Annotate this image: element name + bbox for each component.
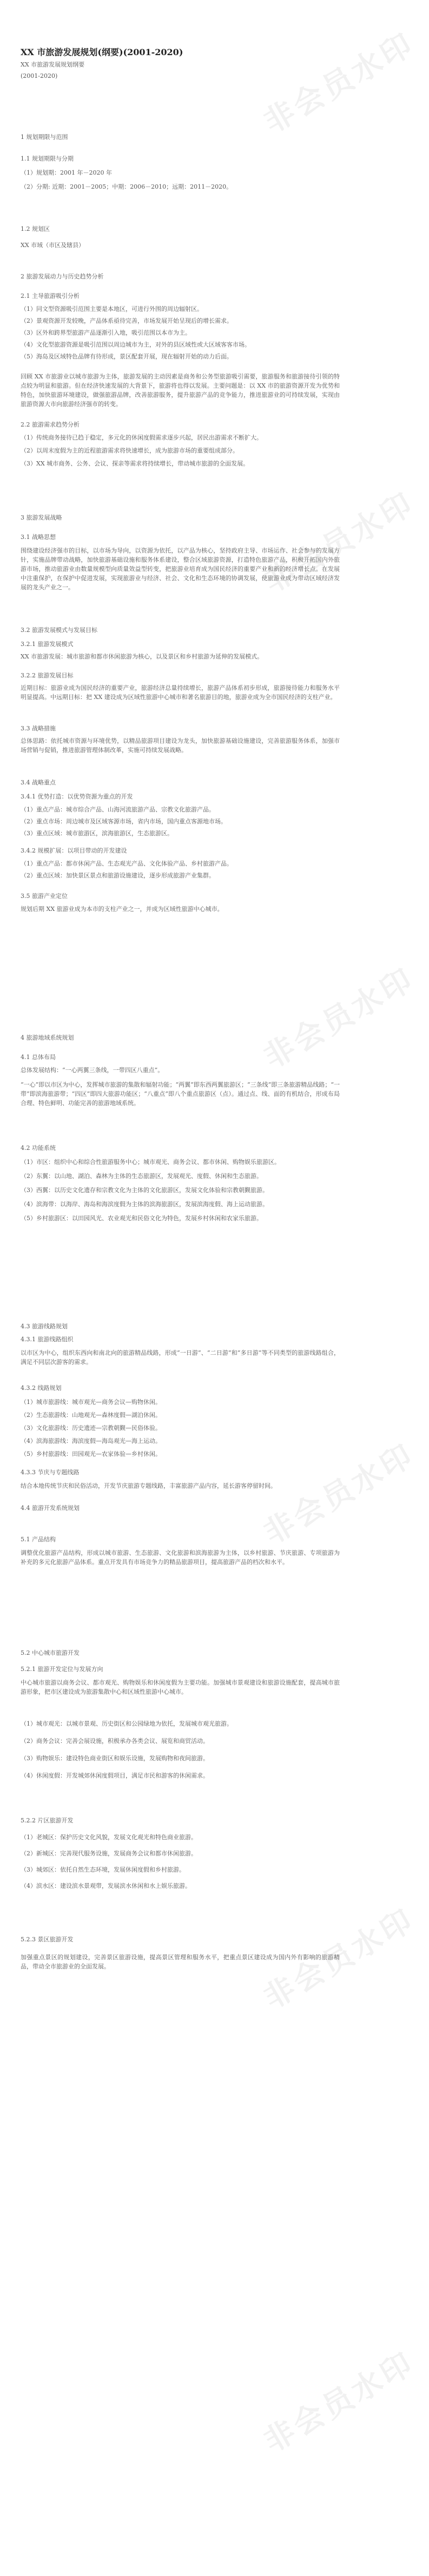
subsection-heading: 3.2 旅游发展模式与发展目标	[21, 627, 97, 634]
paragraph: 以市区为中心，组织东西向和南北向的旅游精品线路，形成“一日游”、“二日游”和“多日游”等不同类型的旅游线路组合，满足不同层次游客的需求。	[21, 1349, 340, 1366]
list-item: （3）城郊区：依托自然生态环境，发展休闲度假和乡村旅游。	[21, 1866, 185, 1873]
list-item: （5）乡村旅游区：以田园风光、农业观光和民俗文化为特色，发展乡村休闲和农家乐旅游。	[21, 1215, 262, 1222]
list-item: （3）区外和跨界型旅游产品逐渐引入地，吸引范围以本市为主。	[21, 329, 191, 336]
section-heading: 4 旅游地域系统规划	[21, 1034, 74, 1041]
list-item: （2）以周末度假为主的近程旅游需求将快速增长，成为旅游市场的重要组成部分。	[21, 447, 239, 454]
subsection-heading: 1.2 规划区	[21, 225, 50, 232]
watermark: 非会员水印	[258, 1902, 421, 2016]
section-heading: 3 旅游发展战略	[21, 514, 62, 521]
list-item: （1）传统商务接待已趋于稳定，多元化的休闲度假需求逐步兴起，居民出游需求不断扩大。	[21, 434, 262, 441]
list-item: （3）XX 城市商务、公务、会议、探亲等需求将持续增长，带动城市旅游的全面发展。	[21, 460, 249, 467]
list-item: （1）市区：组织中心和综合性旅游服务中心；城市观光、商务会议、都市休闲、购物娱乐旅游区。	[21, 1159, 280, 1166]
paragraph: 近期目标：旅游业成为国民经济的重要产业，旅游经济总量持续增长，旅游产品体系初步形成，旅游接待能力和服务水平明显提高。中远期目标：把 XX 建设成为区域性旅游中心城市和著名旅游目的地，旅游业成为全市国民经济的支柱产业。	[21, 684, 340, 701]
list-item: （3）重点区域：城市旅游区，滨海旅游区，生态旅游区。	[21, 830, 173, 837]
document-title: XX 市旅游发展规划(纲要)(2001-2020)	[21, 47, 183, 57]
subsection-heading: 3.5 旅游产业定位	[21, 893, 68, 900]
list-item: （2）景观资源开发较晚，产品体系亟待完善，市场发展开始呈现后的增长需求。	[21, 317, 233, 324]
list-item: （2）新城区：完善现代服务设施，发展商务会议和都市休闲旅游。	[21, 1850, 197, 1857]
subsection-heading: 4.3.1 旅游线路组织	[21, 1336, 74, 1343]
paragraph: 结合本地传统节庆和民俗活动，开发节庆旅游专题线路，丰富旅游产品内容，延长游客停留时间。	[21, 1482, 276, 1489]
subsection-heading: 3.4.2 规模扩展：以项目带动的开发建设	[21, 847, 127, 854]
paragraph: 回顾 XX 市旅游业以城市旅游为主体，旅游发展的主动因素是商务和公务型旅游吸引需要，旅游服务和旅游接待引领的特点较为明显和旅游。但在经济快速发展的大背景下，旅游将也得以发展。主要问题是：以 XX 市的旅游资源开发为优势和特色，加快旅游环境建设，做强旅游品牌，改善旅游服务，提升旅游产品的竞争能力，推进旅游业的可持续发展，实现由旅游资源大市向旅游经济强市的转变。	[21, 373, 340, 408]
document-subtitle: XX 市旅游发展规划纲要	[21, 61, 85, 68]
list-item: （5）乡村旅游线：田园观光—农家体验—乡村休闲。	[21, 1450, 161, 1457]
period-note: (2001-2020)	[21, 72, 58, 79]
paragraph: 总体发展结构：“一心两翼三条线，一带四区八重点”。	[21, 1067, 164, 1074]
subsection-heading: 3.3 战略措施	[21, 725, 56, 732]
watermark: 非会员水印	[258, 26, 421, 141]
list-item: （4）滨水区：建设滨水景观带，发展滨水休闲和水上娱乐旅游。	[21, 1882, 191, 1889]
subsection-heading: 4.2 功能系统	[21, 1144, 56, 1151]
list-item: （1）规划期：2001 年－2020 年	[21, 169, 112, 176]
list-item: （4）滨海旅游线：海滨度假—海岛观光—海上运动。	[21, 1437, 161, 1445]
subsection-heading: 3.2.2 旅游发展目标	[21, 672, 74, 679]
list-item: （2）重点市场：周边城市及区域客源市场，省内市场，国内重点客源地市场。	[21, 818, 227, 825]
list-item: （4）文化型旅游资源是吸引范围以周边城市为主，对外的县区域性或大区域客客市场。	[21, 341, 250, 348]
subsection-heading: 2.2 旅游需求趋势分析	[21, 421, 80, 428]
subsection-heading: 5.2.2 片区旅游开发	[21, 1817, 74, 1824]
paragraph: “一心”即以市区为中心，发挥城市旅游的集散和辐射功能；“两翼”即东西两翼旅游区；“三条线”即三条旅游精品线路；“一带”即滨海旅游带；“四区”即四大旅游功能区；“八重点”即八个重点旅游区（点）。通过点、线、面的有机结合，形成布局合理、特色鲜明、功能完善的旅游地域系统。	[21, 1081, 340, 1107]
section-heading: 2 旅游发展动力与历史趋势分析	[21, 273, 104, 280]
watermark: 非会员水印	[258, 961, 421, 1076]
list-item: （3）购物娱乐：建设特色商业街区和娱乐设施，发展购物和夜间旅游。	[21, 1755, 209, 1762]
subsection-heading: 3.4.1 优势打造：以优势资源为重点的开发	[21, 793, 133, 800]
list-item: （2）东翼：以山地、湖泊、森林为主体的生态旅游区，发展观光、度假、休闲和生态旅游。	[21, 1173, 262, 1180]
list-item: （1）城市观光：以城市景观、历史街区和公园绿地为依托，发展城市观光旅游。	[21, 1720, 233, 1727]
list-item: （2）分期: 近期：2001－2005；中期：2006－2010；远期：2011－2020。	[21, 183, 233, 190]
paragraph: 调整优化旅游产品结构，形成以城市旅游、生态旅游、文化旅游和滨海旅游为主体，以乡村旅游、节庆旅游、专项旅游为补充的多元化旅游产品体系。重点开发具有市场竞争力的精品旅游项目，提高旅游产品的档次和水平。	[21, 1549, 340, 1566]
list-item: （4）滨海带：以海岸、海岛和海滨度假为主体的滨海旅游区，发展滨海度假、海上运动旅游。	[21, 1201, 268, 1208]
subsection-heading: 4.3 旅游线路规划	[21, 1323, 68, 1330]
list-item: （3）文化旅游线：历史遗迹—宗教朝觐—民俗体验。	[21, 1425, 161, 1432]
list-item: （1）重点产品：城市综合产品、山海河流旅游产品、宗教文化旅游产品。	[21, 806, 215, 813]
paragraph: 围绕建设经济强市的目标，以市场为导向，以资源为依托，以产品为核心，坚持政府主导、市场运作、社会参与的发展方针，实施品牌带动战略，加快旅游基础设施和服务体系建设，整合区域旅游资源，打造特色旅游产品，积极开拓国内外旅游市场，推动旅游业由数量规模型向质量效益型转变，把旅游业培育成为国民经济的重要产业和新的经济增长点。在发展中注重保护，在保护中促进发展，实现旅游业与经济、社会、文化和生态环境的协调发展，使旅游业成为带动区域经济发展的龙头产业之一。	[21, 547, 340, 591]
list-item: （4）休闲度假：开发城郊休闲度假项目，满足市民和游客的休闲需求。	[21, 1772, 209, 1779]
subsection-heading: 5.2.1 旅游开发定位与发展方向	[21, 1666, 103, 1673]
subsection-heading: 2.1 主导旅游吸引分析	[21, 292, 80, 299]
subsection-heading: 4.1 总体布局	[21, 1054, 56, 1061]
paragraph: XX 市域（市区及辖县）	[21, 242, 85, 249]
watermark: 非会员水印	[258, 485, 421, 600]
list-item: （3）西翼：以历史文化遗存和宗教文化为主体的文化旅游区，发展文化体验和宗教朝觐旅游。	[21, 1187, 268, 1194]
subsection-heading: 3.1 战略思想	[21, 534, 56, 541]
list-item: （2）商务会议：完善会展设施，积极承办各类会议、展览和商贸活动。	[21, 1738, 209, 1745]
list-item: （1）老城区：保护历史文化风貌，发展文化观光和特色商业旅游。	[21, 1834, 197, 1841]
subsection-heading: 4.3.2 线路规划	[21, 1384, 62, 1392]
paragraph: XX 市旅游发展：城市旅游和都市休闲旅游为核心，以及景区和乡村旅游为延伸的发展模式。	[21, 653, 263, 660]
paragraph: 中心城市旅游以商务会议、都市观光、购物娱乐和休闲度假为主要功能。加强城市景观建设和旅游设施配套，提高城市旅游形象，把市区建设成为旅游集散中心和区域性旅游中心城市。	[21, 1679, 340, 1695]
list-item: （1）同文型资源吸引范围主要是本地区，可进行外围的周边辐射区。	[21, 305, 203, 312]
list-item: （2）重点区域：加快景区景点和旅游设施建设，逐步形成旅游产业集群。	[21, 872, 215, 879]
list-item: （2）生态旅游线：山地观光—森林度假—湖泊休闲。	[21, 1412, 161, 1419]
watermark: 非会员水印	[258, 2345, 421, 2460]
watermark: 非会员水印	[258, 1437, 421, 1552]
subsection-heading: 3.2.1 旅游发展模式	[21, 641, 74, 648]
list-item: （1）城市旅游线：城市观光—商务会议—购物休闲。	[21, 1399, 161, 1406]
subsection-heading: 4.4 旅游开发系统规划	[21, 1505, 80, 1512]
subsection-heading: 3.4 战略重点	[21, 779, 56, 786]
subsection-heading: 1.1 规划期限与分期	[21, 155, 74, 162]
subsection-heading: 5.2.3 景区旅游开发	[21, 1936, 74, 1943]
subsection-heading: 5.2 中心城市旅游开发	[21, 1649, 80, 1656]
paragraph: 总体思路：依托城市资源与环境优势，以精品旅游项目建设为龙头，加快旅游基础设施建设，完善旅游服务体系，加强市场营销与促销，推进旅游管理体制改革，实施可持续发展战略。	[21, 737, 340, 754]
paragraph: 规划后期 XX 旅游业成为本市的支柱产业之一，并成为区域性旅游中心城市。	[21, 906, 223, 913]
subsection-heading: 4.3.3 节庆与专题线路	[21, 1469, 80, 1476]
subsection-heading: 5.1 产品结构	[21, 1536, 56, 1543]
list-item: （5）海岛及区域特色品牌有待形成，景区配套开展，现在辐射开始的动力后面。	[21, 353, 233, 360]
list-item: （1）重点产品：都市休闲产品、生态观光产品、文化体验产品、乡村旅游产品。	[21, 860, 233, 867]
section-heading: 1 规划期限与范围	[21, 134, 68, 141]
paragraph: 加强重点景区的规划建设，完善景区旅游设施，提高景区管理和服务水平，把重点景区建设成为国内外有影响的旅游精品，带动全市旅游业的全面发展。	[21, 1954, 340, 1970]
